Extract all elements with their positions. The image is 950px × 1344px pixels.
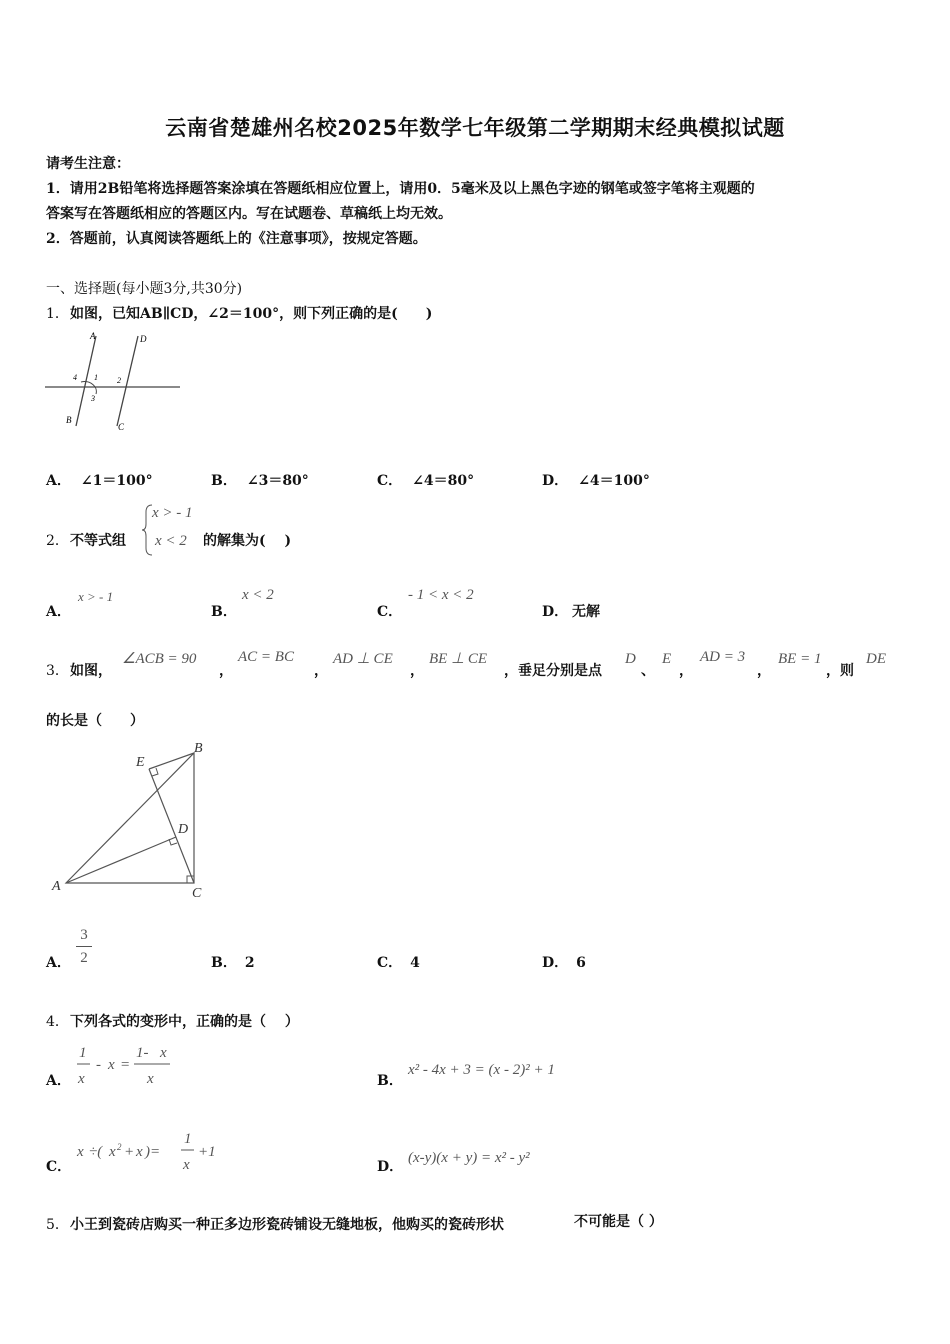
- notice-line1b: 答案写在答题纸相应的答题区内。写在试题卷、草稿纸上均无效。: [46, 206, 452, 222]
- q3-label-d: D: [178, 822, 189, 837]
- q3-comma-4: ，: [679, 663, 693, 679]
- q3-option-d[interactable]: D． 6: [542, 955, 586, 971]
- q3-mid: ，垂足分别是点: [504, 663, 602, 679]
- q4-stem: 下列各式的变形中，正确的是（ ）: [70, 1014, 299, 1030]
- page-title: 云南省楚雄州名校2025年数学七年级第二学期期末经典模拟试题: [165, 116, 785, 140]
- q1-label-a: A: [90, 331, 96, 341]
- svg-text:x: x: [78, 1071, 85, 1087]
- q3-figure: [46, 738, 216, 908]
- q3-option-a[interactable]: [76, 926, 92, 967]
- q4-option-a-label[interactable]: A．: [46, 1073, 71, 1089]
- q1-number: 1．: [46, 306, 69, 322]
- q4-option-d[interactable]: (x-y)(x + y) = x² - y²: [408, 1150, 530, 1166]
- svg-text:x: x: [77, 1144, 84, 1160]
- q3-label-a: A: [52, 879, 61, 894]
- svg-text:÷(: ÷(: [89, 1144, 103, 1160]
- q2-inequality-1: x > - 1: [152, 505, 193, 521]
- svg-text:1-: 1-: [136, 1045, 149, 1061]
- q4-option-d-label[interactable]: D．: [377, 1159, 404, 1175]
- q2-number: 2．: [46, 533, 69, 549]
- q2-option-b[interactable]: x < 2: [242, 587, 274, 603]
- q3-comma-5: ，: [757, 663, 771, 679]
- q1-label-3: 3: [91, 394, 95, 403]
- q2-inequality-2: x < 2: [155, 533, 187, 549]
- q3-label-e: E: [136, 755, 145, 770]
- svg-text:1: 1: [184, 1131, 192, 1147]
- q3-line-be: [149, 753, 194, 769]
- q2-option-a[interactable]: x > - 1: [78, 589, 114, 604]
- q3-line-ad: [66, 837, 176, 883]
- q3-option-b[interactable]: B． 2: [211, 955, 255, 971]
- q3-option-a-bar: [76, 946, 92, 947]
- svg-text:x: x: [183, 1157, 190, 1173]
- svg-text:+1: +1: [198, 1144, 216, 1160]
- q4-option-c[interactable]: [74, 1126, 234, 1178]
- section-heading: 一、选择题(每小题3分,共30分): [46, 281, 243, 297]
- q3-be-perp-ce: BE ⊥ CE: [429, 651, 488, 667]
- q3-number: 3．: [46, 663, 69, 679]
- notice-line1: 1．请用2B铅笔将选择题答案涂填在答题纸相应位置上，请用0．5毫米及以上黑色字迹的钢笔或签字笔将主观题的: [46, 181, 755, 197]
- svg-text:-: -: [96, 1057, 101, 1073]
- q3-pre: 如图，: [70, 663, 112, 679]
- q2-option-d[interactable]: 无解: [572, 604, 600, 620]
- q2-option-d-label[interactable]: D．: [542, 604, 569, 620]
- svg-text:=: =: [120, 1057, 131, 1073]
- notice-line2: 2．答题前，认真阅读答题纸上的《注意事项》，按规定答题。: [46, 231, 427, 247]
- q2-pre: 不等式组: [70, 533, 126, 549]
- q3-point-d: D: [625, 651, 636, 667]
- q4-option-b[interactable]: x² - 4x + 3 = (x - 2)² + 1: [408, 1062, 555, 1078]
- q1-label-c: C: [118, 422, 125, 432]
- q3-comma-1: ，: [219, 663, 233, 679]
- q3-ad-eq-3: AD = 3: [700, 649, 746, 665]
- q3-option-a-num: 3: [80, 927, 88, 943]
- q3-triangle: [66, 753, 194, 883]
- q1-figure: [40, 328, 190, 438]
- svg-text:x: x: [160, 1045, 167, 1061]
- q4-number: 4．: [46, 1014, 69, 1030]
- q1-label-1: 1: [94, 373, 98, 382]
- q1-label-d: D: [140, 334, 147, 344]
- q3-right-angle-e: [152, 768, 158, 776]
- q5-stem: 小王到瓷砖店购买一种正多边形瓷砖铺设无缝地板，他购买的瓷砖形状: [70, 1217, 504, 1233]
- svg-text:x: x: [108, 1057, 115, 1073]
- q4-option-b-label[interactable]: B．: [377, 1073, 403, 1089]
- q3-option-a-den: 2: [80, 950, 88, 966]
- q4-option-c-label[interactable]: C．: [46, 1159, 72, 1175]
- svg-text:1: 1: [79, 1045, 87, 1061]
- q1-label-b: B: [66, 415, 72, 425]
- q1-option-c[interactable]: C． ∠4＝80°: [377, 473, 475, 489]
- q2-post: 的解集为( ): [203, 533, 292, 549]
- svg-text:x: x: [109, 1144, 116, 1160]
- q3-de: DE: [866, 651, 886, 667]
- q1-option-d[interactable]: D． ∠4＝100°: [542, 473, 650, 489]
- q2-option-c-label[interactable]: C．: [377, 604, 403, 620]
- q3-label-b: B: [194, 741, 203, 756]
- q3-sep: 、: [641, 663, 655, 679]
- q3-be-eq-1: BE = 1: [778, 651, 822, 667]
- notice-heading: 请考生注意：: [46, 156, 130, 172]
- q5-number: 5．: [46, 1217, 69, 1233]
- q3-comma-3: ，: [410, 663, 424, 679]
- q2-option-c[interactable]: - 1 < x < 2: [408, 587, 474, 603]
- q3-ad-perp-ce: AD ⊥ CE: [333, 651, 393, 667]
- q2-option-b-label[interactable]: B．: [211, 604, 237, 620]
- q5-stem2: 不可能是（ ）: [574, 1214, 663, 1230]
- q3-line2: 的长是（ ）: [46, 713, 144, 729]
- q1-line-ab: [76, 336, 96, 426]
- q3-option-c[interactable]: C． 4: [377, 955, 420, 971]
- svg-text:x: x: [136, 1144, 143, 1160]
- q1-label-4: 4: [73, 373, 77, 382]
- q1-option-b[interactable]: B． ∠3＝80°: [211, 473, 309, 489]
- q3-point-e: E: [662, 651, 672, 667]
- q4-option-a[interactable]: [74, 1040, 184, 1092]
- svg-text:2: 2: [117, 1142, 122, 1152]
- q3-ac-eq-bc: AC = BC: [238, 649, 294, 665]
- q1-option-a[interactable]: A． ∠1＝100°: [46, 473, 153, 489]
- q1-label-2: 2: [117, 376, 121, 385]
- q3-then: ，则: [826, 663, 854, 679]
- q3-label-c: C: [192, 886, 202, 901]
- svg-text:x: x: [147, 1071, 154, 1087]
- svg-text:+: +: [124, 1144, 135, 1160]
- svg-text:)=: )=: [145, 1144, 161, 1160]
- q3-option-a-label[interactable]: A．: [46, 955, 71, 971]
- q3-angle-acb: ∠ACB = 90: [122, 651, 197, 667]
- q2-option-a-label[interactable]: A．: [46, 604, 71, 620]
- q3-comma-2: ，: [314, 663, 328, 679]
- q1-stem: 如图，已知AB∥CD，∠2＝100°，则下列正确的是( ): [70, 306, 433, 322]
